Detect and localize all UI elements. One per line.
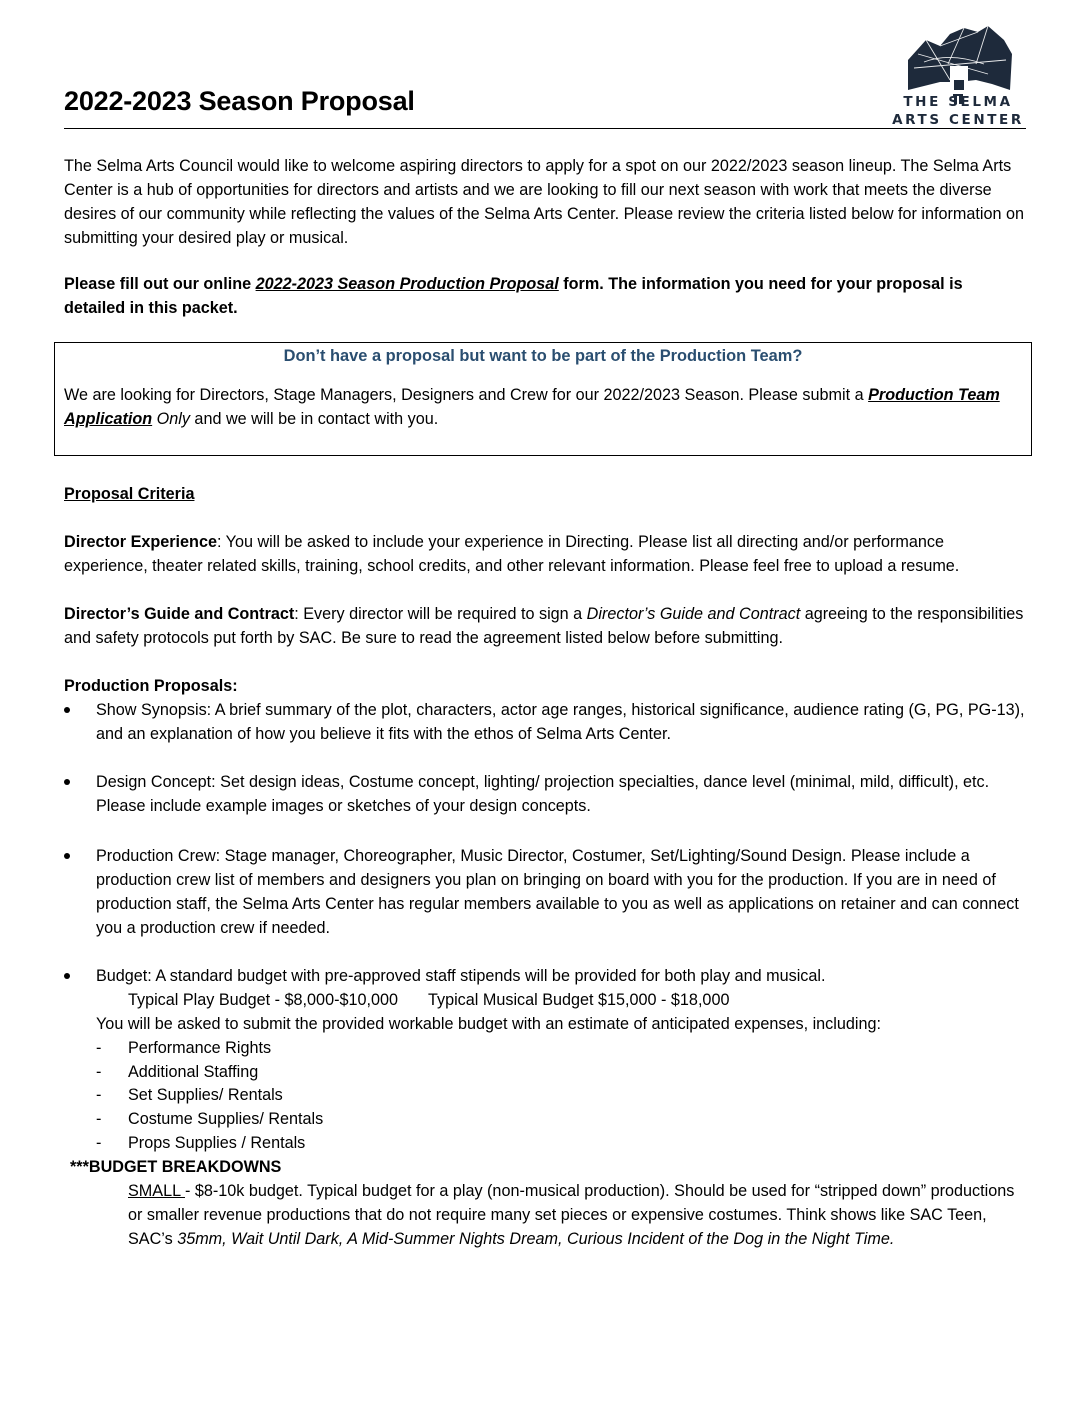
director-experience-text: : You will be asked to include your experience in Directing. Please list all directing and/or performance experience, theater related skills, training, school credits, and other relevant information. Please feel free to upload a resume.	[64, 533, 960, 575]
callout-text	[64, 383, 1014, 431]
instructions-text-after: form. The information you need for your proposal is detailed in this packet.	[64, 275, 963, 317]
musical-budget: Typical Musical Budget $15,000 - $18,000	[427, 991, 730, 1009]
synopsis-text: Show Synopsis: A brief summary of the plot, characters, actor age ranges, historical significance, audience rating (G, PG, PG-13), and an explanation of how you believe it fits with the ethos of Selma Arts Center.	[96, 701, 1025, 743]
dash-marker: -	[96, 1039, 102, 1057]
callout-text-before: We are looking for Directors, Stage Managers, Designers and Crew for our 2022/2023 Season. Please submit a	[64, 386, 869, 404]
instructions-paragraph	[64, 272, 1024, 320]
instructions-text-before: Please fill out our online	[64, 275, 256, 293]
dash-marker: -	[96, 1110, 102, 1128]
directors-guide-emph: Director’s Guide and Contract	[586, 605, 801, 623]
crew-text: Production Crew: Stage manager, Choreographer, Music Director, Costumer, Set/Lighting/Sound Design. Please include a production crew list of members and designers you plan on bringing on board with you for the production. If you are in need of production staff, the Selma Arts Center has regular members available to you as well as applications on retainer and can connect you a production crew if needed.	[96, 847, 1019, 937]
directors-guide-text-1: : Every director will be required to sign a	[294, 605, 587, 623]
production-team-application-link[interactable]: Production Team Application	[64, 386, 1000, 428]
dash-marker: -	[96, 1063, 102, 1081]
small-budget-shows: 35mm, Wait Until Dark, A Mid-Summer Nights Dream, Curious Incident of the Dog in the Night Time.	[177, 1230, 895, 1248]
page-title: 2022-2023 Season Proposal	[64, 86, 415, 116]
small-budget-text: - $8-10k budget. Typical budget for a play (non-musical production). Should be used for “stripped down” productions or smaller revenue productions that do not require many set pieces or expensive costumes. Think shows like SAC Teen, SAC’s	[128, 1182, 1015, 1248]
budget-breakdowns-text: ***BUDGET BREAKDOWNS	[70, 1158, 282, 1176]
proposal-form-link[interactable]: 2022-2023 Season Production Proposal	[255, 275, 559, 293]
directors-guide-text-2: agreeing to the responsibilities and safety protocols put forth by SAC. Be sure to read the agreement listed below before submitting.	[64, 605, 1024, 647]
play-budget: Typical Play Budget - $8,000-$10,000	[128, 991, 398, 1009]
criteria-heading-text: Proposal Criteria	[64, 485, 195, 503]
title-divider	[64, 128, 1026, 129]
expense-item: Costume Supplies/ Rentals	[128, 1110, 324, 1128]
bullet-icon	[64, 973, 70, 979]
director-experience-label: Director Experience	[64, 533, 217, 551]
expense-item: Performance Rights	[128, 1039, 272, 1057]
logo-line2: ARTS CENTER	[892, 112, 1024, 128]
budget-text: Budget: A standard budget with pre-approved staff stipends will be provided for both play and musical.	[96, 967, 826, 985]
proposals-heading-text: Production Proposals:	[64, 677, 238, 695]
dash-marker: -	[96, 1134, 102, 1152]
callout-text-after: and we will be in contact with you.	[189, 410, 439, 428]
bullet-icon	[64, 853, 70, 859]
typical-budgets	[128, 988, 828, 1012]
bullet-icon	[64, 707, 70, 713]
budget-breakdowns-heading	[70, 1155, 1030, 1179]
production-team-callout	[54, 342, 1032, 456]
design-text: Design Concept: Set design ideas, Costume concept, lighting/ projection specialties, dance level (minimal, mild, difficult), etc. Please include example images or sketches of your design concepts.	[96, 773, 990, 815]
callout-emph: Only	[152, 410, 190, 428]
dash-marker: -	[96, 1086, 102, 1104]
small-budget-label: SMALL	[128, 1182, 185, 1200]
small-budget-paragraph	[128, 1179, 1024, 1251]
directors-guide-paragraph	[64, 602, 1024, 650]
expense-item: Props Supplies / Rentals	[128, 1134, 306, 1152]
director-experience-paragraph	[64, 530, 1024, 578]
bullet-icon	[64, 779, 70, 785]
directors-guide-label: Director’s Guide and Contract	[64, 605, 295, 623]
expense-item: Additional Staffing	[128, 1063, 259, 1081]
logo-line1: THE SELMA	[903, 94, 1013, 110]
expense-item: Set Supplies/ Rentals	[128, 1086, 283, 1104]
callout-heading: Don’t have a proposal but want to be part of the Production Team?	[283, 347, 803, 365]
budget-submit-text: You will be asked to submit the provided workable budget with an estimate of anticipated expenses, including:	[96, 1015, 881, 1033]
proposals-heading	[64, 674, 1024, 698]
criteria-heading	[64, 482, 1024, 506]
intro-paragraph: The Selma Arts Council would like to welcome aspiring directors to apply for a spot on our 2022/2023 season lineup. The Selma Arts Center is a hub of opportunities for directors and artists and we are looking to fill our next season with work that meets the diverse desires of our community while reflecting the values of the Selma Arts Center. Please review the criteria listed below for information on submitting your desired play or musical.	[64, 157, 1025, 247]
